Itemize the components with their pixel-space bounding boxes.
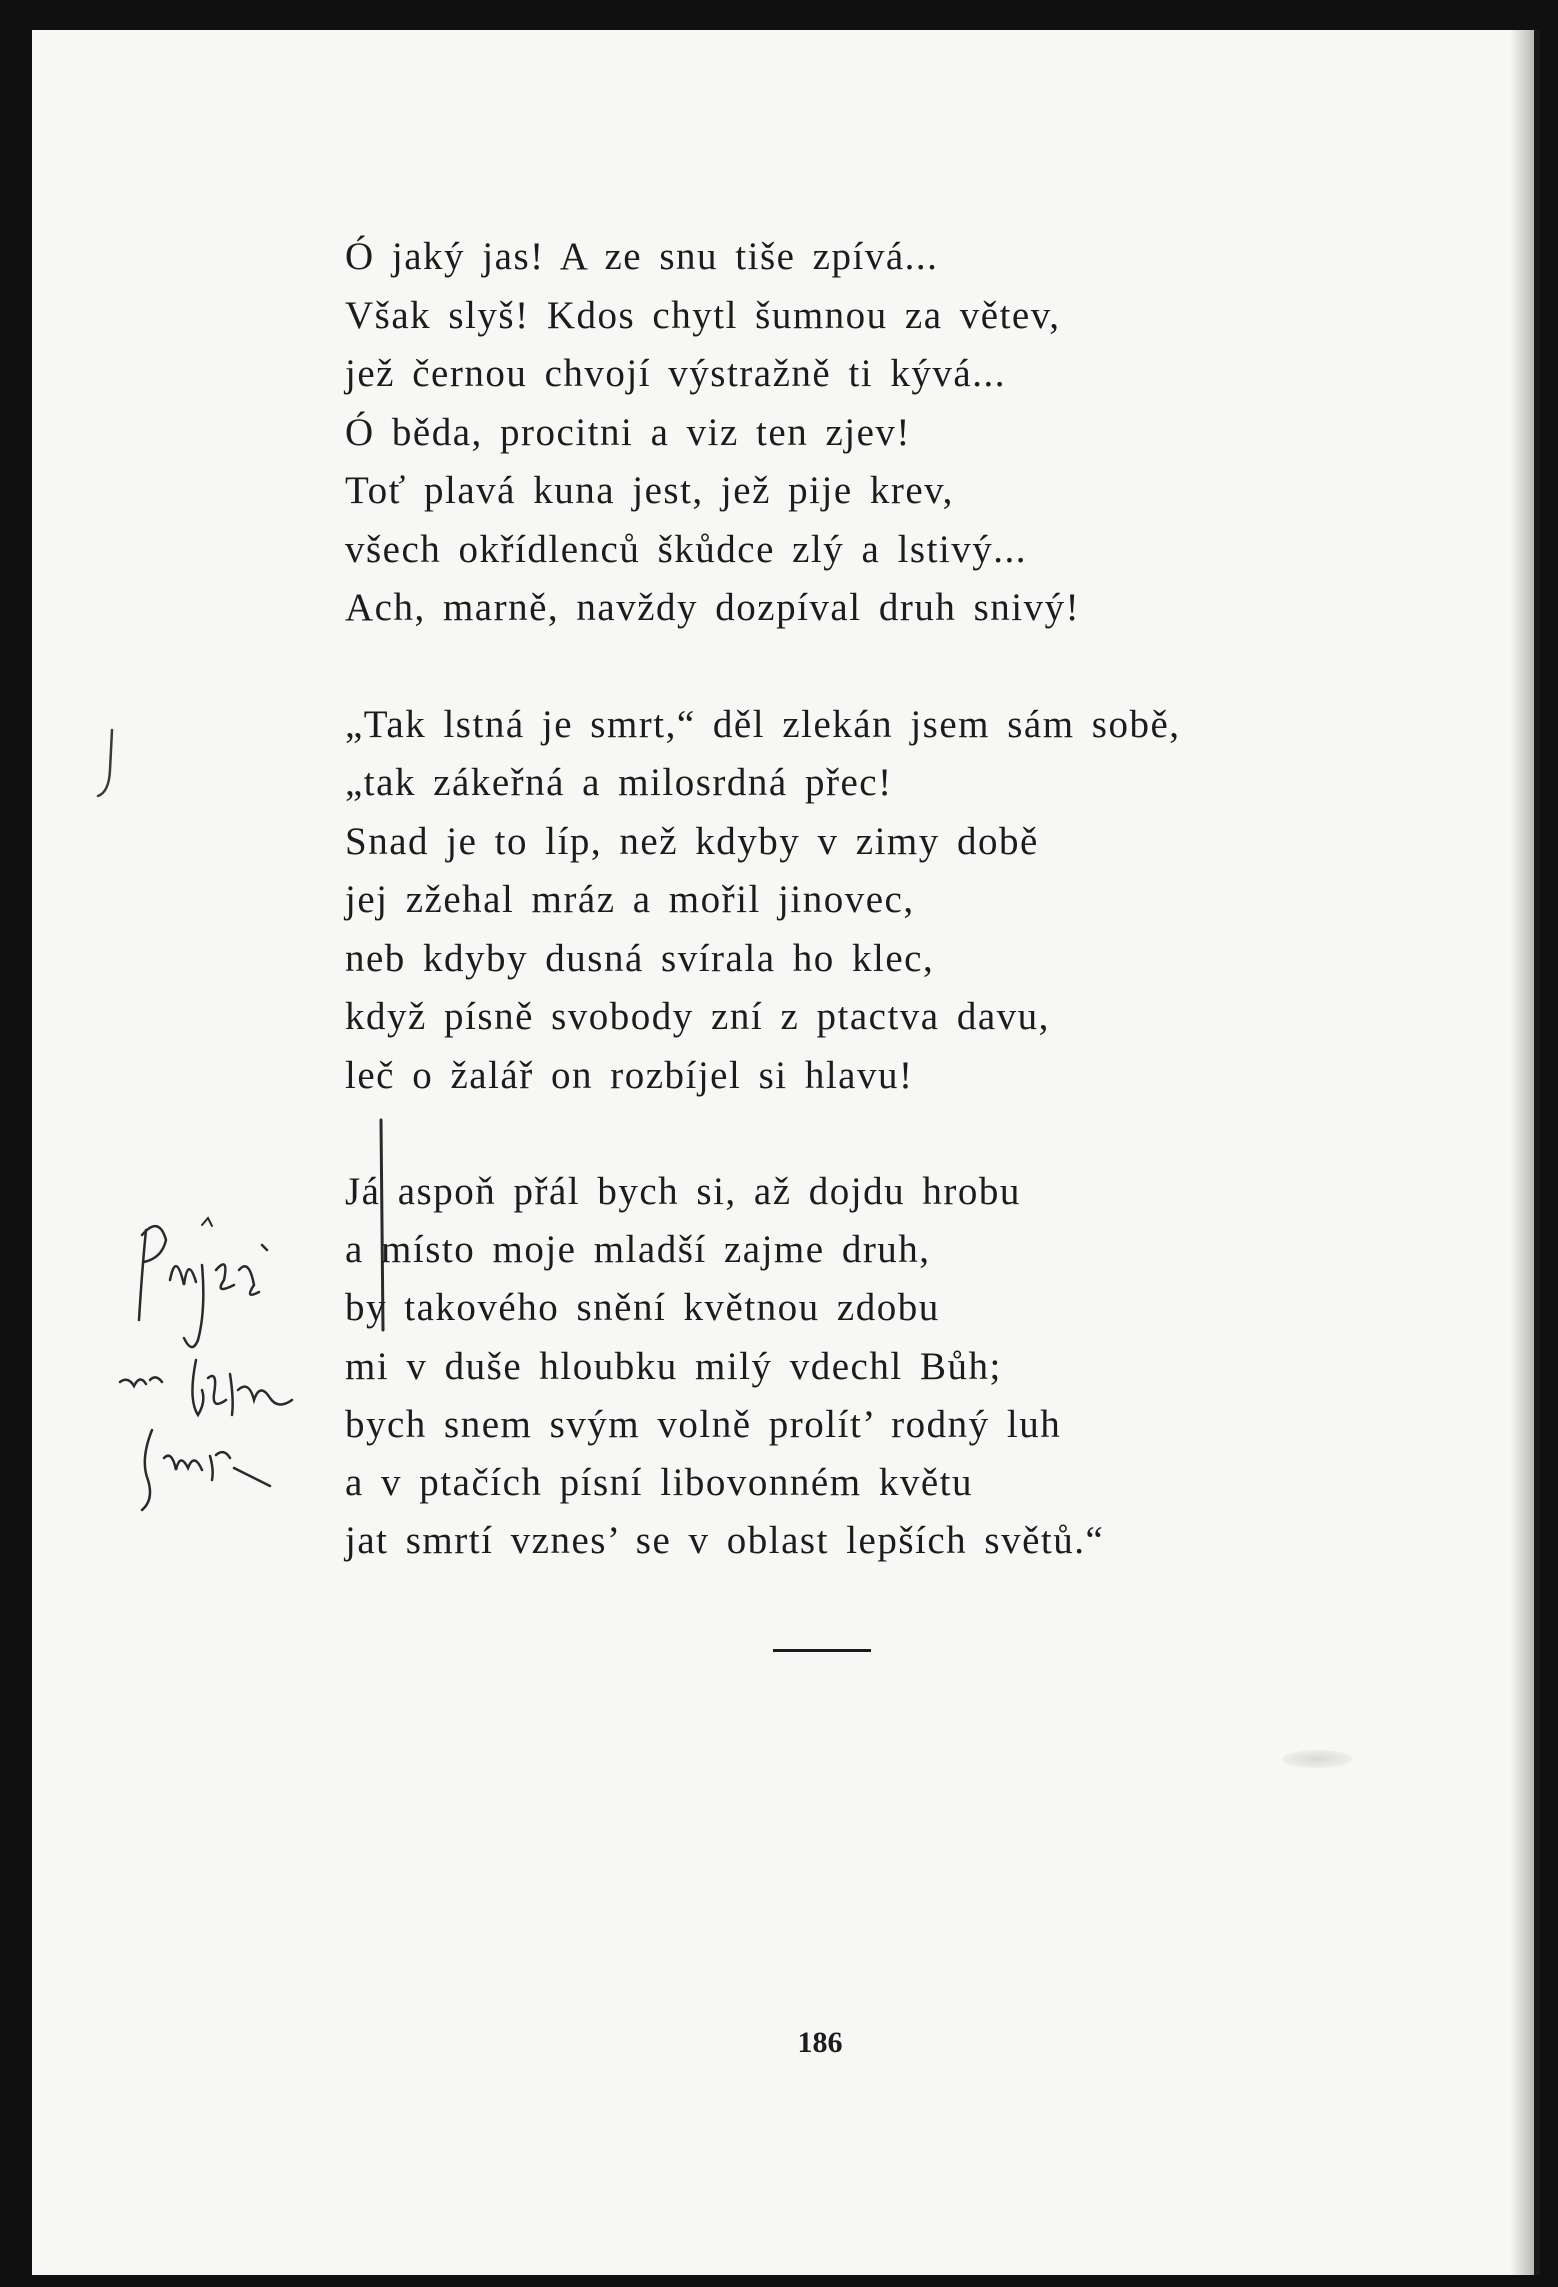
poem-line: Ó běda, procitni a viz ten zjev! bbox=[345, 410, 911, 454]
poem-line: a v ptačích písní libovonném květu bbox=[345, 1460, 973, 1504]
pencil-accent bbox=[202, 1218, 212, 1226]
poem-line: bych snem svým volně prolít’ rodný luh bbox=[345, 1402, 1062, 1446]
poem-line: když písně svobody zní z ptactva davu, bbox=[345, 995, 1050, 1038]
section-divider bbox=[773, 1649, 871, 1652]
poem-line: Ach, marně, navždy dozpíval druh snivý! bbox=[345, 586, 1081, 629]
page-edge-shadow bbox=[1510, 30, 1534, 2275]
poem-line: „tak zákeřná a milosrdná přec! bbox=[345, 761, 893, 804]
poem-line: Toť plavá kuna jest, jež pije krev, bbox=[345, 469, 954, 512]
pencil-tick-mark bbox=[98, 730, 112, 796]
poem-line: by takového snění květnou zdobu bbox=[345, 1286, 940, 1330]
poem-line: „Tak lstná je smrt,“ děl zlekán jsem sám sobě, bbox=[345, 702, 1181, 746]
pencil-word-1 bbox=[139, 1226, 267, 1347]
poem-text bbox=[345, 228, 1495, 1628]
pencil-word-2 bbox=[120, 1360, 292, 1415]
poem-line: jež černou chvojí výstražně ti kývá... bbox=[345, 352, 1006, 395]
pencil-word-3 bbox=[142, 1430, 270, 1510]
poem-line: Snad je to líp, než kdyby v zimy době bbox=[345, 819, 1039, 863]
stanza bbox=[345, 696, 1495, 1106]
poem-line: jat smrtí vznes’ se v oblast lepších světů.“ bbox=[345, 1519, 1105, 1563]
poem-line: neb kdyby dusná svírala ho klec, bbox=[345, 936, 935, 980]
poem-line: všech okřídlenců škůdce zlý a lstivý... bbox=[345, 527, 1028, 571]
poem-line: Však slyš! Kdos chytl šumnou za větev, bbox=[345, 293, 1061, 337]
stanza bbox=[345, 228, 1495, 638]
page-number: 186 bbox=[797, 2026, 843, 2059]
poem-line: leč o žalář on rozbíjel si hlavu! bbox=[345, 1053, 914, 1097]
poem-line: a místo moje mladší zajme druh, bbox=[345, 1228, 931, 1272]
poem-line: Já aspoň přál bych si, až dojdu hrobu bbox=[345, 1170, 1021, 1213]
stanza bbox=[345, 1163, 1495, 1570]
poem-line: jej zžehal mráz a mořil jinovec, bbox=[345, 878, 915, 921]
poem-line: mi v duše hloubku milý vdechl Bůh; bbox=[345, 1344, 1002, 1388]
page-smudge bbox=[1282, 1750, 1352, 1768]
poem-line: Ó jaký jas! A ze snu tiše zpívá... bbox=[345, 235, 939, 278]
